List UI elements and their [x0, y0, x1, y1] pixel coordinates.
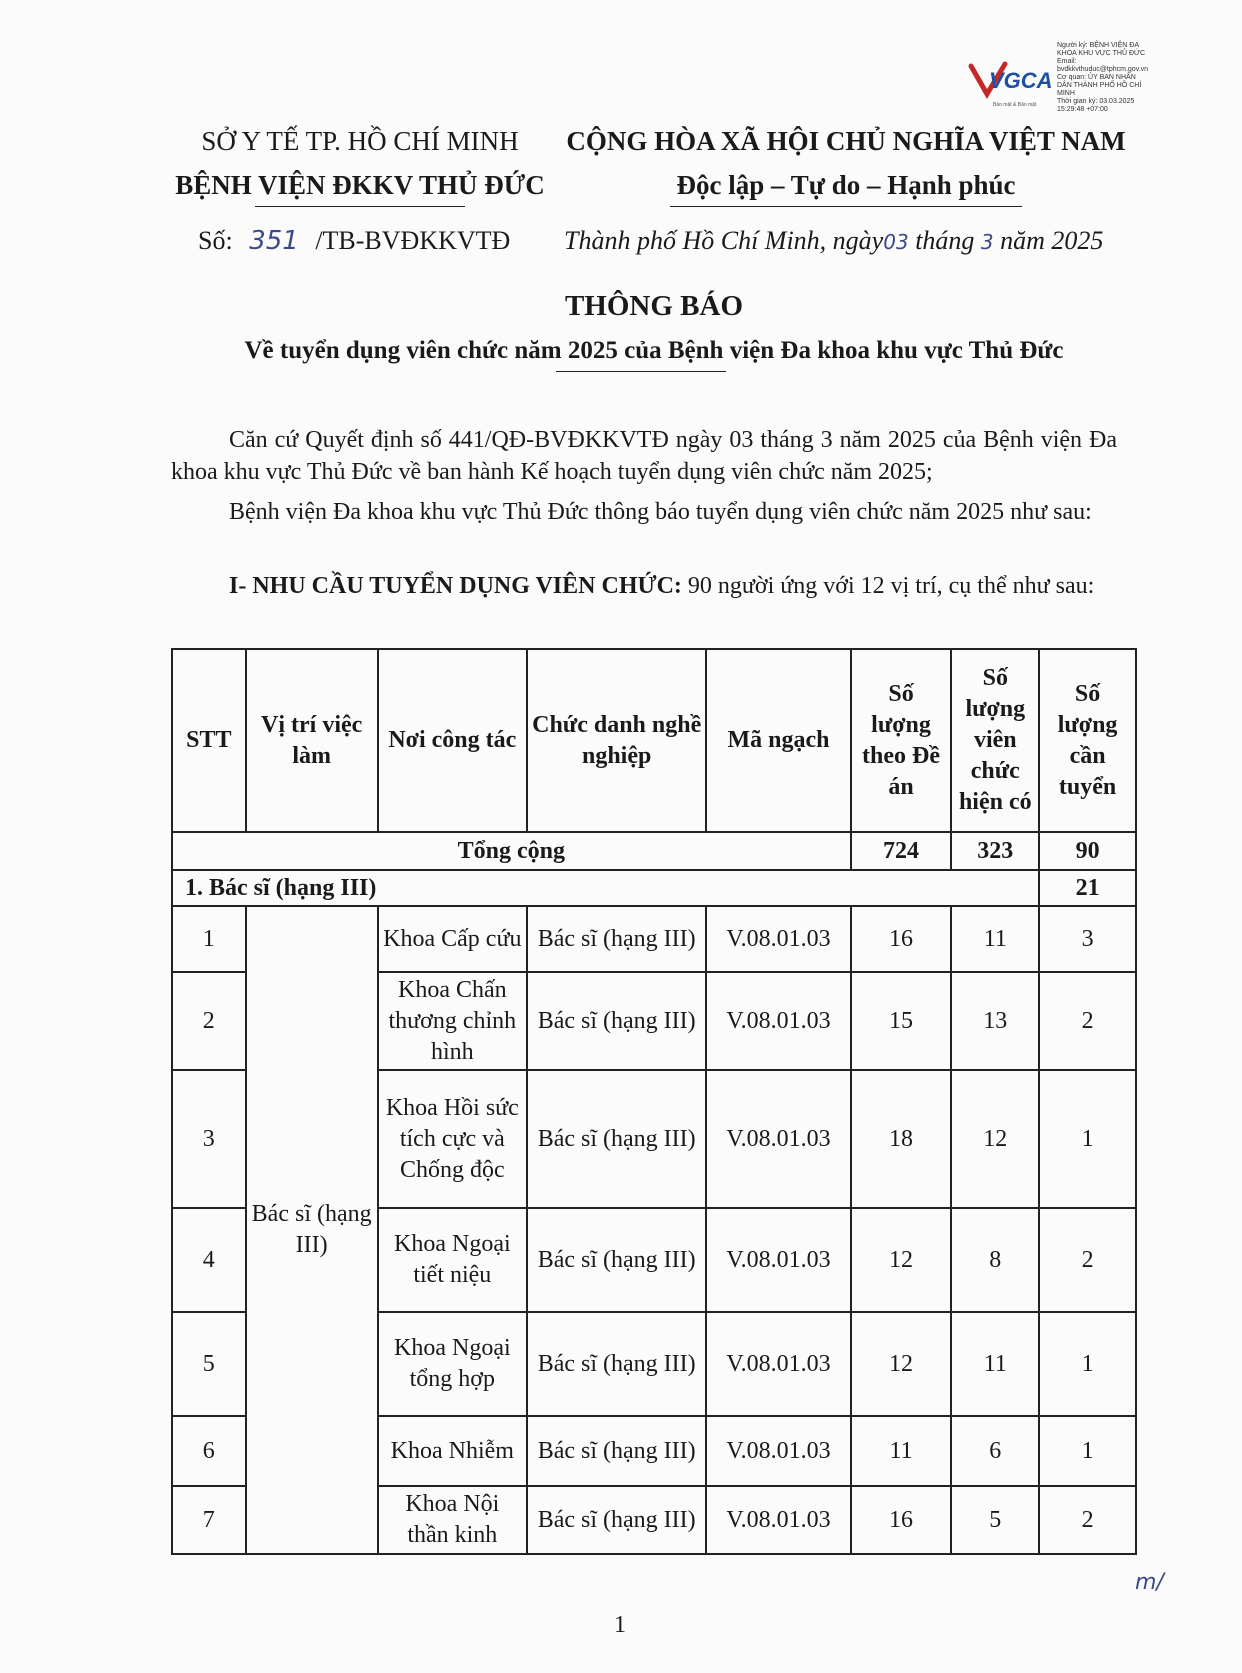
cell-noi-cong-tac: Khoa Ngoại tiết niệu: [378, 1208, 527, 1312]
group-label: 1. Bác sĩ (hạng III): [172, 870, 1039, 906]
cell-ma-ngach: V.08.01.03: [706, 1416, 850, 1486]
cell-hien-co: 13: [951, 972, 1039, 1070]
vgca-logo-icon: [965, 60, 1055, 100]
cell-stt: 2: [172, 972, 246, 1070]
header-vi-tri: Vị trí việc làm: [246, 649, 378, 832]
total-label: Tổng cộng: [172, 832, 851, 870]
cell-hien-co: 11: [951, 906, 1039, 972]
recruitment-table: [171, 648, 1137, 1555]
cell-can-tuyen: 1: [1039, 1070, 1136, 1208]
total-de-an: 724: [851, 832, 952, 870]
cell-ma-ngach: V.08.01.03: [706, 906, 850, 972]
section-heading-label: I- NHU CẦU TUYỂN DỤNG VIÊN CHỨC:: [229, 573, 682, 599]
doc-number-prefix: Số:: [198, 226, 233, 255]
motto-underline: [670, 206, 1022, 207]
signature-line: Email:: [1057, 58, 1077, 65]
signature-line: 15:29:48 +07:00: [1057, 106, 1108, 113]
header-so-luong-de-an: Số lượng theo Đề án: [851, 649, 952, 832]
section-heading-text: 90 người ứng với 12 vị trí, cụ thể như sau:: [687, 573, 1095, 599]
group-can-tuyen: 21: [1039, 870, 1136, 906]
cell-can-tuyen: 2: [1039, 1208, 1136, 1312]
cell-chuc-danh: Bác sĩ (hạng III): [527, 1312, 706, 1416]
section-heading: [171, 570, 1117, 602]
header-so-luong-hien-co: Số lượng viên chức hiện có: [951, 649, 1039, 832]
signature-line: Thời gian ký: 03.03.2025: [1057, 98, 1135, 105]
signature-line: Người ký: BỆNH VIỆN ĐA: [1057, 42, 1140, 49]
cell-chuc-danh: Bác sĩ (hạng III): [527, 1486, 706, 1554]
signature-details: [1057, 42, 1167, 114]
nation-motto: Độc lập – Tự do – Hạnh phúc: [676, 170, 1016, 200]
table-header-row: [172, 649, 1136, 832]
cell-ma-ngach: V.08.01.03: [706, 1070, 850, 1208]
header-so-luong-can-tuyen: Số lượng cần tuyển: [1039, 649, 1136, 832]
digital-signature-stamp: [965, 42, 1165, 112]
date-place: Thành phố Hồ Chí Minh, ngày: [564, 226, 884, 255]
subtitle-underline: [556, 371, 726, 372]
doc-number: [198, 226, 510, 256]
cell-chuc-danh: Bác sĩ (hạng III): [527, 972, 706, 1070]
table-row: [172, 906, 1136, 972]
signature-line: Cơ quan: ỦY BAN NHÂN: [1057, 74, 1136, 81]
cell-ma-ngach: V.08.01.03: [706, 1312, 850, 1416]
cell-chuc-danh: Bác sĩ (hạng III): [527, 1208, 706, 1312]
cell-noi-cong-tac: Khoa Nhiễm: [378, 1416, 527, 1486]
date-month-label: tháng: [915, 226, 975, 255]
cell-noi-cong-tac: Khoa Ngoại tổng hợp: [378, 1312, 527, 1416]
cell-stt: 6: [172, 1416, 246, 1486]
cell-stt: 3: [172, 1070, 246, 1208]
cell-de-an: 12: [851, 1208, 952, 1312]
org-parent: SỞ Y TẾ TP. HỒ CHÍ MINH: [201, 126, 519, 156]
cell-chuc-danh: Bác sĩ (hạng III): [527, 1070, 706, 1208]
paragraph-basis: Căn cứ Quyết định số 441/QĐ-BVĐKKVTĐ ngày 03 tháng 3 năm 2025 của Bệnh viện Đa khoa khu vực Thủ Đức về ban hành Kế hoạch tuyển dụng viên chức năm 2025;: [171, 427, 1117, 485]
cell-chuc-danh: Bác sĩ (hạng III): [527, 1416, 706, 1486]
header-ma-ngach: Mã ngạch: [706, 649, 850, 832]
cell-stt: 7: [172, 1486, 246, 1554]
signature-line: bvdkkvthuduc@tphcm.gov.vn: [1057, 66, 1149, 73]
notice-title: THÔNG BÁO: [564, 290, 744, 322]
header-stt: STT: [172, 649, 246, 832]
cell-hien-co: 12: [951, 1070, 1039, 1208]
header-noi-cong-tac: Nơi công tác: [378, 649, 527, 832]
cell-hien-co: 8: [951, 1208, 1039, 1312]
cell-ma-ngach: V.08.01.03: [706, 1208, 850, 1312]
cell-de-an: 12: [851, 1312, 952, 1416]
doc-number-handwritten: 351: [249, 226, 299, 256]
date-line: [564, 226, 1103, 256]
cell-de-an: 15: [851, 972, 952, 1070]
cell-ma-ngach: V.08.01.03: [706, 972, 850, 1070]
cell-de-an: 11: [851, 1416, 952, 1486]
cell-noi-cong-tac: Khoa Chấn thương chỉnh hình: [378, 972, 527, 1070]
total-can-tuyen: 90: [1039, 832, 1136, 870]
cell-can-tuyen: 3: [1039, 906, 1136, 972]
vgca-logo-text: VGCA: [989, 68, 1053, 93]
page-number: 1: [614, 1612, 626, 1638]
cell-vi-tri: Bác sĩ (hạng III): [246, 906, 378, 1554]
total-hien-co: 323: [951, 832, 1039, 870]
signature-line: MINH: [1057, 90, 1075, 97]
cell-noi-cong-tac: Khoa Nội thần kinh: [378, 1486, 527, 1554]
date-year: năm 2025: [1000, 226, 1104, 255]
date-day: 03: [883, 230, 909, 254]
cell-hien-co: 6: [951, 1416, 1039, 1486]
signature-tagline: Bảo mật & Bảo mật: [993, 102, 1037, 108]
cell-de-an: 16: [851, 1486, 952, 1554]
org-underline: [255, 206, 465, 207]
date-month: 3: [980, 230, 994, 254]
cell-can-tuyen: 2: [1039, 1486, 1136, 1554]
total-row: [172, 832, 1136, 870]
cell-can-tuyen: 2: [1039, 972, 1136, 1070]
cell-stt: 1: [172, 906, 246, 972]
header-chuc-danh: Chức danh nghề nghiệp: [527, 649, 706, 832]
cell-stt: 4: [172, 1208, 246, 1312]
cell-de-an: 16: [851, 906, 952, 972]
notice-subtitle: Về tuyển dụng viên chức năm 2025 của Bệnh viện Đa khoa khu vực Thủ Đức: [244, 337, 1064, 364]
nation-title: CỘNG HÒA XÃ HỘI CHỦ NGHĨA VIỆT NAM: [566, 126, 1126, 156]
cell-chuc-danh: Bác sĩ (hạng III): [527, 906, 706, 972]
signature-line: KHOA KHU VỰC THỦ ĐỨC: [1057, 50, 1146, 57]
paragraph-announcement: Bệnh viện Đa khoa khu vực Thủ Đức thông báo tuyển dụng viên chức năm 2025 như sau:: [229, 499, 1092, 525]
org-name: BỆNH VIỆN ĐKKV THỦ ĐỨC: [175, 170, 545, 200]
cell-hien-co: 5: [951, 1486, 1039, 1554]
cell-can-tuyen: 1: [1039, 1312, 1136, 1416]
cell-hien-co: 11: [951, 1312, 1039, 1416]
group-row: [172, 870, 1136, 906]
handwritten-initials: m/: [1135, 1570, 1164, 1595]
cell-ma-ngach: V.08.01.03: [706, 1486, 850, 1554]
cell-stt: 5: [172, 1312, 246, 1416]
cell-de-an: 18: [851, 1070, 952, 1208]
cell-noi-cong-tac: Khoa Cấp cứu: [378, 906, 527, 972]
signature-line: DÂN THÀNH PHỐ HỒ CHÍ: [1057, 82, 1142, 89]
cell-noi-cong-tac: Khoa Hồi sức tích cực và Chống độc: [378, 1070, 527, 1208]
doc-number-suffix: /TB-BVĐKKVTĐ: [315, 226, 511, 255]
cell-can-tuyen: 1: [1039, 1416, 1136, 1486]
